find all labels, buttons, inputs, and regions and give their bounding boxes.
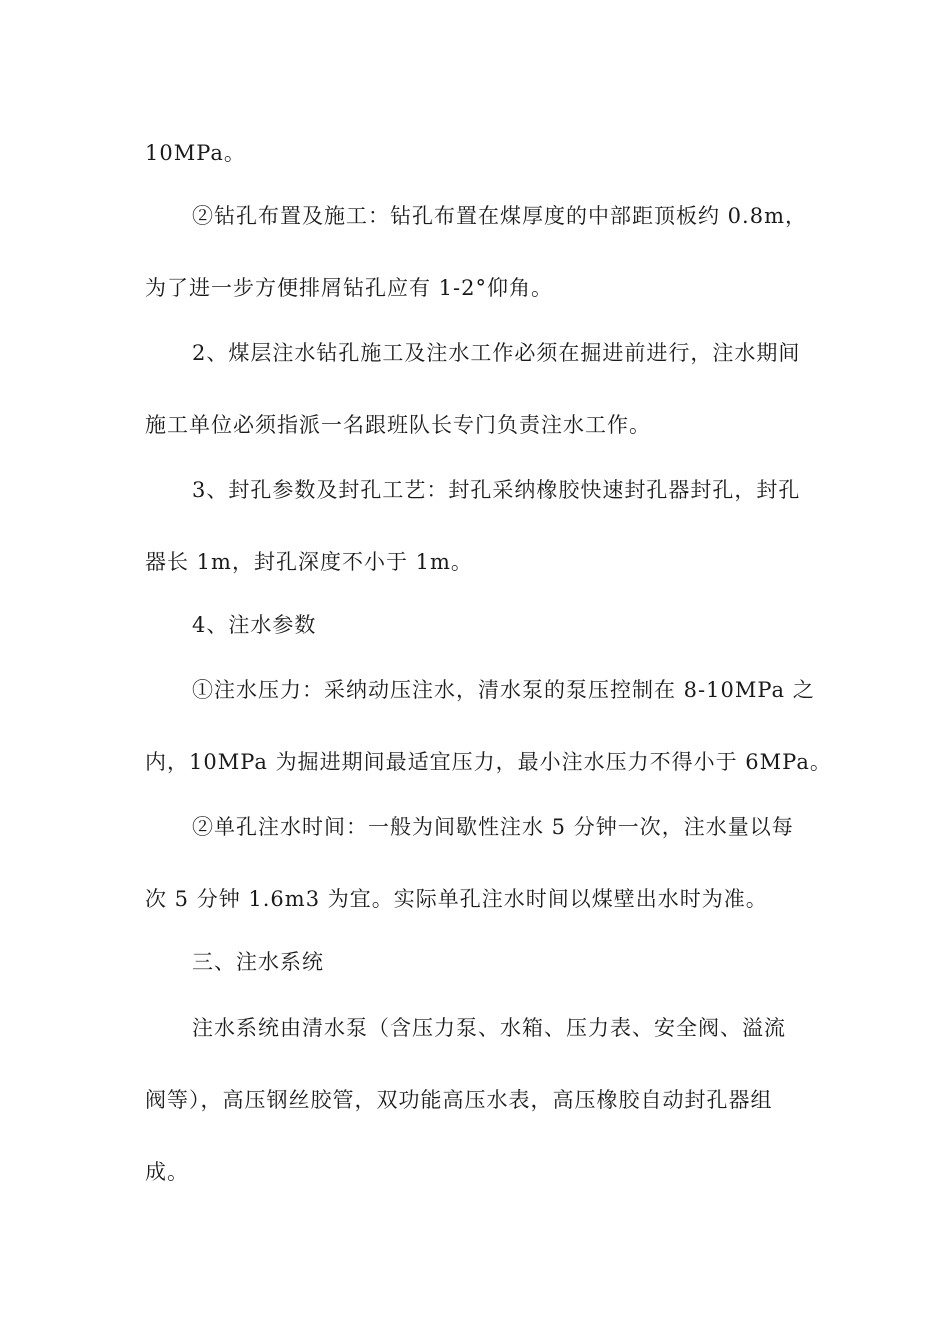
text-line-5: 施工单位必须指派一名跟班队长专门负责注水工作。 [145,413,651,437]
text-line-14: 注水系统由清水泵（含压力泵、水箱、压力表、安全阀、溢流 [192,1016,786,1040]
text-line-1: 10MPa。 [145,141,246,165]
text-line-11: ②单孔注水时间：一般为间歇性注水 5 分钟一次，注水量以每 [192,815,794,839]
text-line-3: 为了进一步方便排屑钻孔应有 1-2°仰角。 [145,276,553,300]
text-line-7: 器长 1m，封孔深度不小于 1m。 [145,550,473,574]
text-line-16: 成。 [145,1160,189,1184]
text-line-15: 阀等），高压钢丝胶管，双功能高压水表，高压橡胶自动封孔器组 [145,1088,773,1112]
text-line-12: 次 5 分钟 1.6m3 为宜。实际单孔注水时间以煤壁出水时为准。 [145,887,768,911]
text-line-10: 内，10MPa 为掘进期间最适宜压力，最小注水压力不得小于 6MPa。 [145,750,832,774]
text-line-9: ①注水压力：采纳动压注水，清水泵的泵压控制在 8-10MPa 之 [192,678,815,702]
text-line-6: 3、封孔参数及封孔工艺：封孔采纳橡胶快速封孔器封孔，封孔 [192,478,801,502]
text-line-4: 2、煤层注水钻孔施工及注水工作必须在掘进前进行，注水期间 [192,341,801,365]
text-line-8: 4、注水参数 [192,613,317,637]
text-line-2: ②钻孔布置及施工：钻孔布置在煤厚度的中部距顶板约 0.8m， [192,204,807,228]
text-line-13: 三、注水系统 [192,950,324,974]
